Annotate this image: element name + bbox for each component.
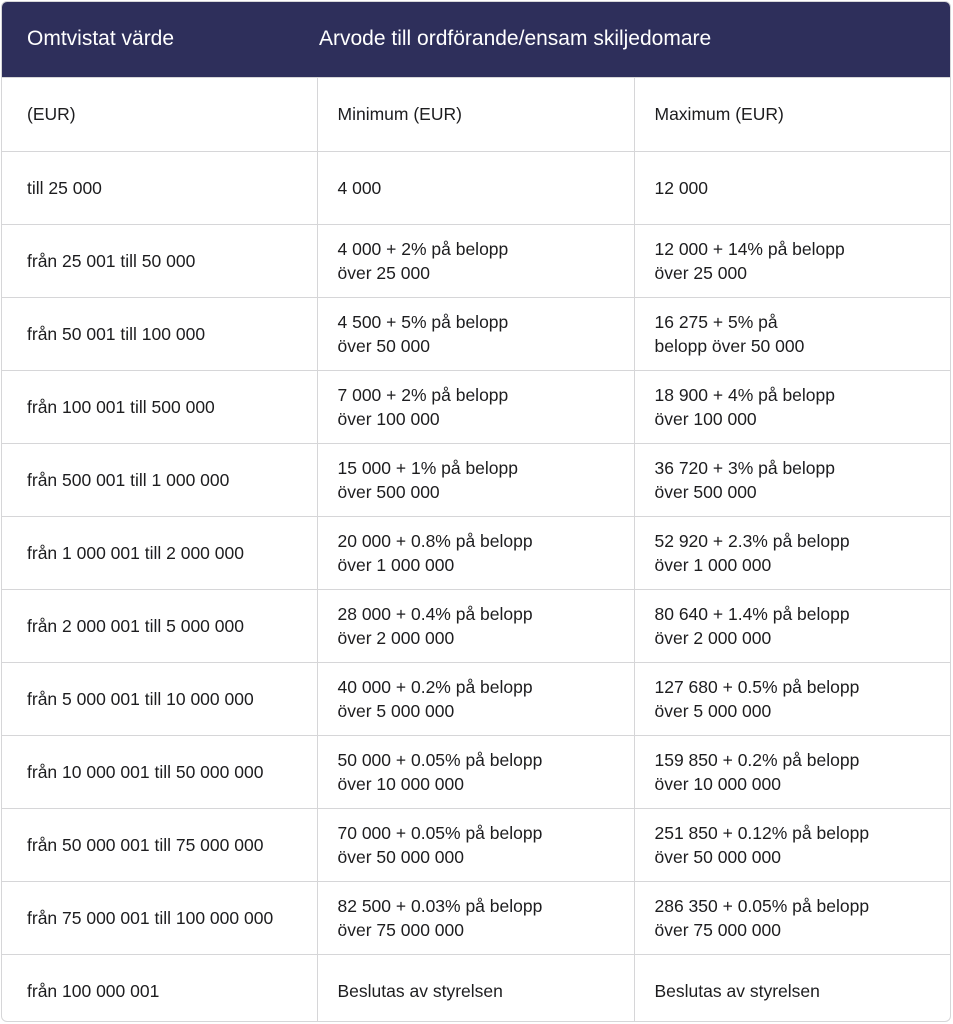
cell-maximum-line: över 2 000 000 [654,627,772,648]
cell-maximum-line: 52 920 + 2.3% på belopp [654,530,850,551]
cell-minimum [317,954,634,1022]
cell-minimum [317,589,634,662]
cell-range: från 500 001 till 1 000 000 [2,443,317,516]
cell-maximum [634,443,950,516]
cell-maximum-line: över 100 000 [654,408,757,429]
cell-minimum-line: över 1 000 000 [337,554,455,575]
cell-range: från 10 000 001 till 50 000 000 [2,735,317,808]
cell-range: från 50 001 till 100 000 [2,297,317,370]
cell-maximum-line: 12 000 + 14% på belopp [654,238,845,259]
cell-minimum-line: Beslutas av styrelsen [337,980,503,1001]
cell-maximum-line: 18 900 + 4% på belopp [654,384,836,405]
cell-range: från 2 000 001 till 5 000 000 [2,589,317,662]
cell-minimum-line: 70 000 + 0.05% på belopp [337,822,543,843]
cell-minimum-line: 4 500 + 5% på belopp [337,311,509,332]
cell-minimum [317,151,634,224]
cell-minimum-line: 50 000 + 0.05% på belopp [337,749,543,770]
cell-maximum-line: över 10 000 000 [654,773,781,794]
cell-maximum-line: över 1 000 000 [654,554,772,575]
cell-maximum-line: Beslutas av styrelsen [654,980,820,1001]
cell-maximum-line: över 5 000 000 [654,700,772,721]
cell-minimum-line: 20 000 + 0.8% på belopp [337,530,533,551]
cell-minimum [317,516,634,589]
cell-range: från 25 001 till 50 000 [2,224,317,297]
table-row [2,516,950,589]
cell-minimum-line: över 50 000 000 [337,846,464,867]
cell-minimum [317,808,634,881]
table-row [2,370,950,443]
cell-minimum [317,224,634,297]
cell-range: från 5 000 001 till 10 000 000 [2,662,317,735]
cell-maximum-line: belopp över 50 000 [654,335,805,356]
cell-minimum [317,881,634,954]
cell-maximum [634,151,950,224]
cell-maximum-line: 16 275 + 5% på [654,311,778,332]
table-header-row [2,2,950,77]
fee-table-container [1,1,951,1022]
cell-minimum-line: 7 000 + 2% på belopp [337,384,509,405]
cell-maximum [634,881,950,954]
table-row [2,881,950,954]
cell-maximum-line: över 25 000 [654,262,747,283]
cell-minimum-line: över 50 000 [337,335,430,356]
table-row [2,662,950,735]
cell-maximum-line: 286 350 + 0.05% på belopp [654,895,870,916]
cell-range: från 100 001 till 500 000 [2,370,317,443]
cell-maximum [634,297,950,370]
cell-maximum-line: över 50 000 000 [654,846,781,867]
cell-minimum-line: över 5 000 000 [337,700,455,721]
cell-minimum-line: 4 000 + 2% på belopp [337,238,509,259]
cell-minimum-line: över 75 000 000 [337,919,464,940]
cell-minimum [317,370,634,443]
table-subheader-row [2,77,950,151]
cell-maximum-line: 159 850 + 0.2% på belopp [654,749,860,770]
cell-maximum-line: 80 640 + 1.4% på belopp [654,603,850,624]
cell-range: från 50 000 001 till 75 000 000 [2,808,317,881]
table-row [2,151,950,224]
cell-maximum [634,589,950,662]
cell-minimum-line: över 500 000 [337,481,440,502]
table-row [2,808,950,881]
cell-minimum-line: över 2 000 000 [337,627,455,648]
cell-maximum-line: 127 680 + 0.5% på belopp [654,676,860,697]
cell-range: från 100 000 001 [2,954,317,1022]
table-row [2,589,950,662]
cell-minimum [317,662,634,735]
table-row [2,224,950,297]
header-disputed-value: Omtvistat värde [2,2,317,77]
header-arbitrator-fee: Arvode till ordförande/ensam skiljedomare [317,2,950,77]
cell-maximum [634,662,950,735]
cell-maximum-line: 36 720 + 3% på belopp [654,457,836,478]
cell-maximum-line: över 75 000 000 [654,919,781,940]
cell-maximum [634,808,950,881]
cell-range: från 1 000 001 till 2 000 000 [2,516,317,589]
cell-minimum-line: 40 000 + 0.2% på belopp [337,676,533,697]
cell-maximum [634,370,950,443]
cell-minimum-line: över 10 000 000 [337,773,464,794]
cell-maximum-line: över 500 000 [654,481,757,502]
subheader-maximum: Maximum (EUR) [634,77,950,151]
cell-minimum-line: 82 500 + 0.03% på belopp [337,895,543,916]
cell-maximum [634,735,950,808]
cell-minimum-line: 15 000 + 1% på belopp [337,457,519,478]
table-row [2,443,950,516]
cell-maximum [634,516,950,589]
cell-minimum-line: 4 000 [337,177,382,198]
fee-table [2,2,950,1022]
table-row [2,954,950,1022]
cell-minimum-line: över 100 000 [337,408,440,429]
cell-minimum [317,297,634,370]
table-row [2,735,950,808]
subheader-currency: (EUR) [2,77,317,151]
cell-maximum-line: 12 000 [654,177,709,198]
cell-range: från 75 000 001 till 100 000 000 [2,881,317,954]
cell-maximum [634,224,950,297]
cell-maximum [634,954,950,1022]
cell-maximum-line: 251 850 + 0.12% på belopp [654,822,870,843]
cell-minimum [317,735,634,808]
cell-minimum [317,443,634,516]
cell-range: till 25 000 [2,151,317,224]
subheader-minimum: Minimum (EUR) [317,77,634,151]
table-row [2,297,950,370]
cell-minimum-line: över 25 000 [337,262,430,283]
cell-minimum-line: 28 000 + 0.4% på belopp [337,603,533,624]
